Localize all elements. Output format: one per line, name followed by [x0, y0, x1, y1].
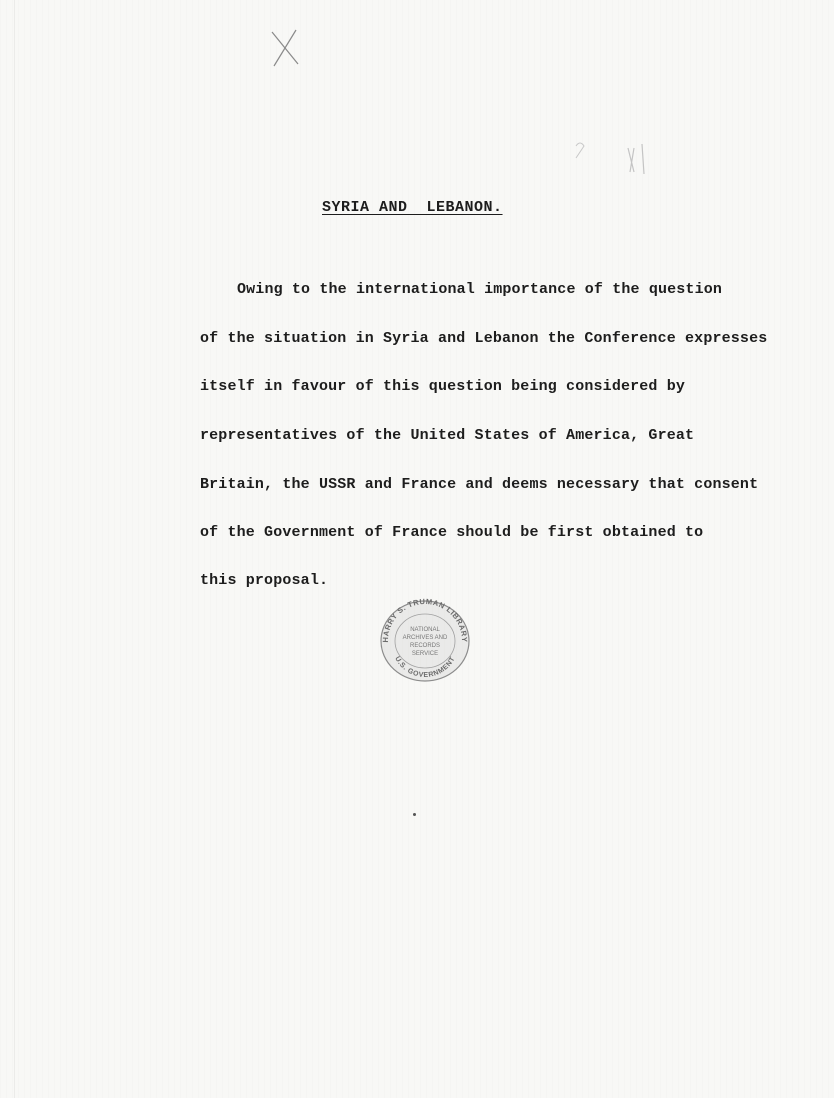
stamp-center-line-2: ARCHIVES AND: [402, 635, 448, 641]
stamp-center-line-3: RECORDS: [409, 643, 441, 649]
stamp-top-text: HARRY S. TRUMAN LIBRARY: [380, 598, 470, 643]
stamp-center-line-4: SERVICE: [411, 651, 439, 657]
page-edge-shadow: [14, 0, 15, 1098]
paragraph-line-6: of the Government of France should be first obtained to: [200, 524, 704, 541]
archive-stamp: [378, 598, 472, 684]
paragraph-line-4: representatives of the United States of America, Great: [200, 427, 695, 444]
stamp-bottom-text: U.S. GOVERNMENT: [393, 655, 457, 680]
ink-speck: [413, 813, 416, 816]
paragraph-line-2: of the situation in Syria and Lebanon the Conference expresses: [200, 330, 768, 347]
paragraph-line-5: Britain, the USSR and France and deems necessary that consent: [200, 476, 759, 493]
stamp-center-line-1: NATIONAL: [410, 627, 440, 633]
pencil-x-mark: [268, 28, 302, 68]
paragraph-line-7: this proposal.: [200, 572, 329, 589]
paragraph-line-3: itself in favour of this question being considered by: [200, 378, 686, 395]
faint-pencil-marks: [570, 138, 660, 182]
paragraph-line-1: Owing to the international importance of the question: [237, 281, 723, 298]
document-title: SYRIA AND LEBANON.: [322, 199, 503, 216]
